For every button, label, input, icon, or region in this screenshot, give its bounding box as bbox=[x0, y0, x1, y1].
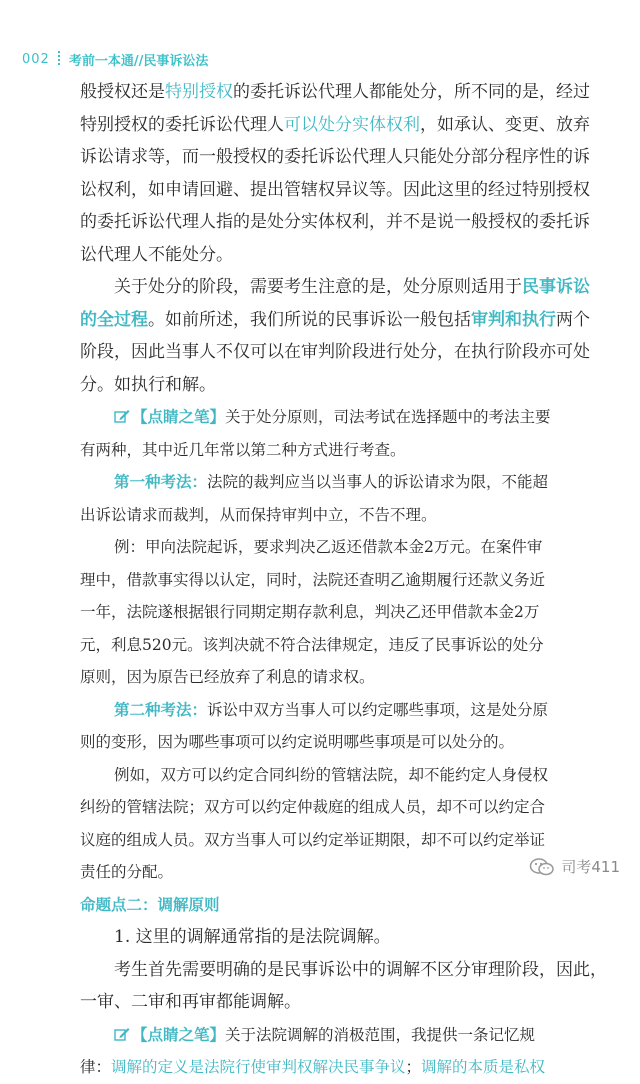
tip-block-2: 【点睛之笔】关于法院调解的消极范围，我提供一条记忆规 律：调解的定义是法院行使审判权解决民事争议；调解的本质是私权 bbox=[80, 1024, 546, 1076]
method-two: 第二种考法：诉讼中双方当事人可以约定哪些事项，这是处分原 则的变形，因为哪些事项可以约定说明哪些事项是可以处分的。 bbox=[80, 699, 549, 751]
wechat-icon bbox=[529, 857, 555, 877]
watermark-text: 司考411 bbox=[561, 858, 620, 876]
page-header bbox=[22, 48, 208, 70]
tip-label: 【点睛之笔】 bbox=[132, 407, 226, 426]
highlight-trial-execution: 审判和执行 bbox=[471, 309, 556, 330]
running-title: 考前一本通//民事诉讼法 bbox=[68, 53, 209, 69]
paragraph-mediation: 考生首先需要明确的是民事诉讼中的调解不区分审理阶段，因此， 一审、二审和再审都能调解。 bbox=[80, 959, 607, 1012]
paragraph-authorization: 般授权还是特别授权的委托诉讼代理人都能处分，所不同的是，经过 特别授权的委托诉讼代理人可以处分实体权利，如承认、变更、放弃 诉讼请求等，而一般授权的委托诉讼代理人只能处分部分程序性的诉 讼权利，如申请回避、提出管辖权异议等。因此这里的经过特别授权 的委托诉讼代理人指的是处分实体权利，并不是说一般授权的委托诉 讼代理人不能处分。 bbox=[80, 82, 590, 265]
pen-icon bbox=[114, 409, 130, 423]
section-heading: 命题点二：调解原则 bbox=[80, 895, 220, 914]
page-number: 002 bbox=[22, 51, 50, 67]
method-one: 第一种考法：法院的裁判应当以当事人的诉讼请求为限，不能超 出诉讼请求而裁判，从而保持审判中立，不告不理。 bbox=[80, 472, 549, 524]
example-one: 例：甲向法院起诉，要求判决乙返还借款本金2万元。在案件审 理中，借款事实得以认定，同时，法院还查明乙逾期履行还款义务近 一年，法院遂根据银行同期定期存款利息，判决乙还甲借款本金2万 元，利息520元。该判决就不符合法律规定，违反了民事诉讼的处分 原则，因为原告已经放弃了利息的请求权。 bbox=[80, 538, 546, 686]
numbered-item: 1. 这里的调解通常指的是法院调解。 bbox=[114, 927, 391, 947]
highlight-civil-litigation: 民事诉讼 bbox=[522, 277, 590, 297]
highlight-mediation-definition: 调解的定义是法院行使审判权解决民事争议 bbox=[111, 1058, 406, 1076]
example-two: 例如，双方可以约定合同纠纷的管辖法院，却不能约定人身侵权 纠纷的管辖法院；双方可以约定仲裁庭的组成人员，却不可以约定合 议庭的组成人员。双方当事人可以约定举证期限，却不可以约定举证 责任的分配。 bbox=[80, 765, 549, 881]
pen-icon bbox=[114, 1027, 130, 1041]
paragraph-disposal-stage: 关于处分的阶段，需要考生注意的是，处分原则适用于民事诉讼 的全过程。如前所述，我们所说的民事诉讼一般包括审判和执行两个 阶段，因此当事人不仅可以在审判阶段进行处分，在执行阶段亦可处 分。如执行和解。 bbox=[80, 277, 590, 395]
watermark bbox=[529, 856, 620, 877]
tip-block-1: 【点睛之笔】关于处分原则，司法考试在选择题中的考法主要 有两种，其中近几年常以第二种方式进行考查。 bbox=[80, 407, 551, 459]
method-one-label: 第一种考法： bbox=[114, 472, 208, 491]
highlight-special-authorization: 特别授权 bbox=[165, 82, 233, 102]
highlight-substantive-rights: 可以处分实体权利 bbox=[284, 114, 420, 135]
tip-label: 【点睛之笔】 bbox=[132, 1024, 226, 1044]
highlight-whole-process: 的全过程 bbox=[80, 309, 148, 330]
header-divider bbox=[58, 51, 60, 67]
method-two-label: 第二种考法： bbox=[114, 699, 208, 719]
highlight-mediation-essence: 调解的本质是私权 bbox=[421, 1058, 546, 1076]
